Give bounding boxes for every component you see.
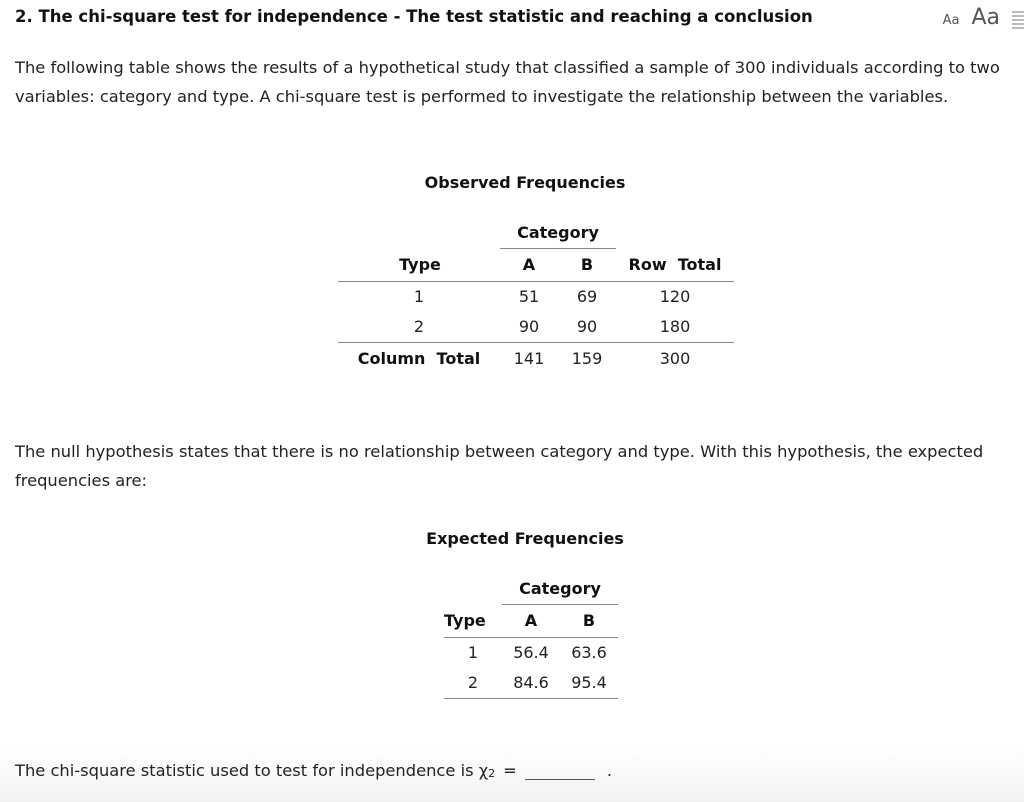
null-hypothesis-paragraph: The null hypothesis states that there is no relationship between category and type. With this hypothesis, the expected frequencies are: — [15, 442, 984, 490]
answer-superscript: 2 — [488, 767, 496, 780]
table-row — [338, 281, 734, 312]
decrease-font-button[interactable]: Aa — [942, 13, 960, 28]
value-cell: 90 — [576, 317, 598, 337]
table-row — [338, 312, 734, 342]
question-header — [15, 5, 1024, 31]
type-cell: 1 — [467, 643, 479, 663]
expected-col-a-header: A — [524, 611, 538, 630]
column-total-cell: 141 — [513, 349, 545, 369]
expected-frequencies-table — [444, 574, 618, 699]
observed-col-b-header: B — [580, 255, 594, 274]
value-cell: 95.4 — [571, 673, 607, 693]
table-row — [444, 637, 618, 668]
expected-type-header: Type — [444, 610, 486, 630]
value-cell: 51 — [518, 287, 540, 307]
answer-equals: = — [503, 761, 517, 780]
type-cell: 2 — [467, 673, 479, 693]
grand-total-cell: 300 — [659, 349, 691, 369]
toolbar — [943, 5, 1024, 31]
value-cell: 84.6 — [513, 673, 549, 693]
chi-square-answer-input[interactable] — [525, 761, 595, 780]
expected-table-caption: Expected Frequencies — [426, 529, 624, 548]
print-icon[interactable] — [1010, 9, 1024, 31]
observed-category-header: Category — [500, 218, 616, 248]
value-cell: 69 — [576, 287, 598, 307]
column-total-row — [338, 342, 734, 375]
answer-end-punct: . — [606, 761, 612, 780]
increase-font-button[interactable]: Aa — [971, 5, 1000, 30]
observed-table-caption: Observed Frequencies — [424, 173, 626, 192]
column-total-cell: 159 — [571, 349, 603, 369]
type-cell: 2 — [413, 317, 425, 337]
expected-category-header: Category — [502, 574, 618, 604]
answer-area — [0, 748, 1024, 802]
question-title: 2. The chi-square test for independence - The test statistic and reaching a conclusion — [15, 7, 813, 26]
answer-line — [15, 761, 612, 780]
type-cell: 1 — [413, 287, 425, 307]
table-row — [444, 668, 618, 698]
value-cell: 63.6 — [571, 643, 607, 663]
observed-type-header: Type — [399, 254, 441, 274]
answer-prompt: The chi-square statistic used to test for independence is χ — [15, 761, 489, 780]
row-total-cell: 120 — [659, 287, 691, 307]
expected-col-b-header: B — [582, 611, 596, 630]
value-cell: 90 — [518, 317, 540, 337]
observed-col-a-header: A — [522, 255, 536, 274]
row-total-cell: 180 — [659, 317, 691, 337]
column-total-label: Column Total — [357, 349, 481, 369]
value-cell: 56.4 — [513, 643, 549, 663]
intro-paragraph: The following table shows the results of a hypothetical study that classified a sample of 300 individuals according to two variables: category and type. A chi-square test is performed to investigate the relationship between the variables. — [15, 58, 1000, 106]
observed-row-total-header: Row Total — [628, 254, 722, 274]
observed-frequencies-table — [338, 218, 734, 375]
